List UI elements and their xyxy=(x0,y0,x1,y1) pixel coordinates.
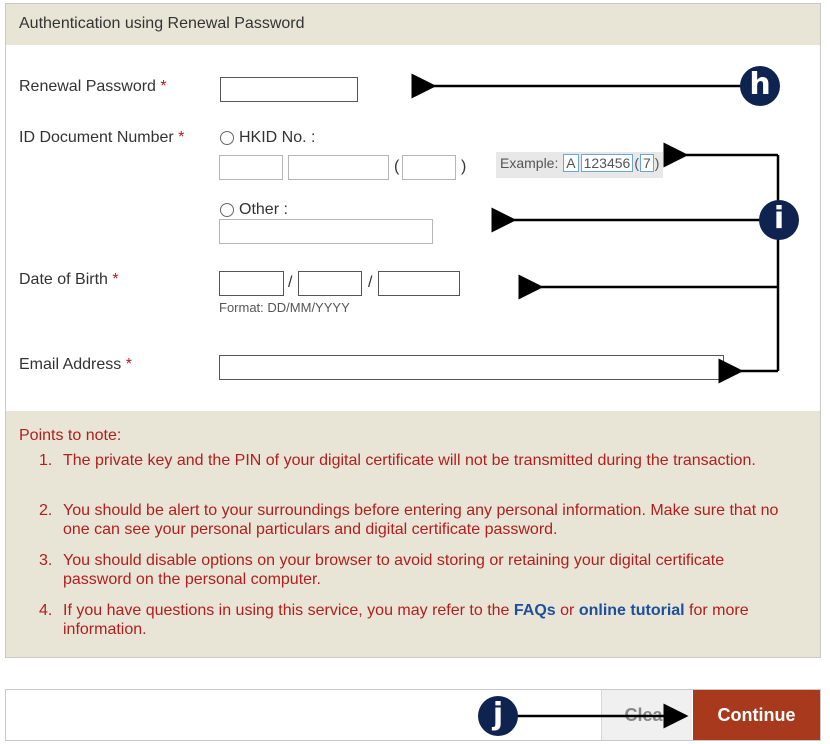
panel-header xyxy=(6,4,820,45)
note-text-part: for more information. xyxy=(63,602,749,638)
required-mark: * xyxy=(112,271,119,288)
note-number: 2. xyxy=(39,502,53,519)
id-document-label-text: ID Document Number xyxy=(19,129,174,146)
hkid-example xyxy=(496,152,663,178)
example-letter: A xyxy=(563,154,578,172)
authentication-panel xyxy=(5,3,821,658)
points-to-note xyxy=(6,411,820,657)
note-text-part: If you have questions in using this service, you may refer to the xyxy=(63,602,514,619)
annotation-badge-i: i xyxy=(759,200,799,240)
annotation-badge-j: j xyxy=(478,696,518,736)
email-input[interactable] xyxy=(219,355,724,380)
renewal-password-label-text: Renewal Password xyxy=(19,78,156,95)
panel-title: Authentication using Renewal Password xyxy=(19,15,305,32)
continue-button[interactable]: Continue xyxy=(693,690,820,740)
hkid-prefix-input[interactable] xyxy=(219,155,283,180)
required-mark: * xyxy=(125,356,132,373)
required-mark: * xyxy=(160,78,167,95)
example-check-digit: 7 xyxy=(640,154,654,172)
hkid-check-digit-input[interactable] xyxy=(402,155,456,180)
annotation-badge-h: h xyxy=(740,66,780,106)
required-mark: * xyxy=(178,129,185,146)
note-text xyxy=(63,601,779,639)
dob-year-input[interactable] xyxy=(378,271,460,296)
action-bar xyxy=(5,689,821,741)
dob-month-input[interactable] xyxy=(298,271,362,296)
dob-day-input[interactable] xyxy=(219,271,284,296)
note-item xyxy=(39,451,779,470)
note-number: 1. xyxy=(39,452,53,469)
note-text: You should be alert to your surroundings before entering any personal information. Make sure that no one can see your personal particulars and digital certificate password. xyxy=(63,502,779,538)
hkid-digits-input[interactable] xyxy=(288,155,389,180)
notes-title: Points to note: xyxy=(19,427,122,444)
other-radio-label: Other : xyxy=(239,201,288,218)
dob-format-hint: Format: DD/MM/YYYY xyxy=(219,300,350,315)
paren-close: ) xyxy=(461,158,467,175)
clear-button[interactable]: Clear xyxy=(601,690,692,740)
note-number: 4. xyxy=(39,602,53,619)
note-item xyxy=(39,601,779,639)
example-digits: 123456 xyxy=(581,154,634,172)
dob-label xyxy=(19,271,119,289)
example-label: Example: xyxy=(500,155,559,171)
renewal-password-label xyxy=(19,78,167,96)
note-item xyxy=(39,551,779,589)
other-id-input[interactable] xyxy=(219,219,433,244)
example-paren-close: ) xyxy=(654,155,660,171)
note-text: The private key and the PIN of your digital certificate will not be transmitted during the transaction. xyxy=(63,452,756,469)
online-tutorial-link[interactable]: online tutorial xyxy=(578,602,685,619)
hkid-radio-label: HKID No. : xyxy=(239,129,316,146)
id-document-label xyxy=(19,129,184,147)
email-label xyxy=(19,356,132,374)
note-number: 3. xyxy=(39,552,53,569)
paren-open: ( xyxy=(394,158,400,175)
renewal-password-input[interactable] xyxy=(220,77,358,102)
date-separator: / xyxy=(368,274,373,291)
email-label-text: Email Address xyxy=(19,356,122,373)
dob-label-text: Date of Birth xyxy=(19,271,108,288)
note-text: You should disable options on your browser to avoid storing or retaining your digital certificate password on the personal computer. xyxy=(63,552,725,588)
other-radio[interactable] xyxy=(220,203,234,217)
faqs-link[interactable]: FAQs xyxy=(513,602,556,619)
date-separator: / xyxy=(288,274,293,291)
note-item xyxy=(39,501,779,539)
note-text-part: or xyxy=(555,602,579,619)
example-paren-open: ( xyxy=(634,155,639,171)
hkid-radio[interactable] xyxy=(220,131,234,145)
